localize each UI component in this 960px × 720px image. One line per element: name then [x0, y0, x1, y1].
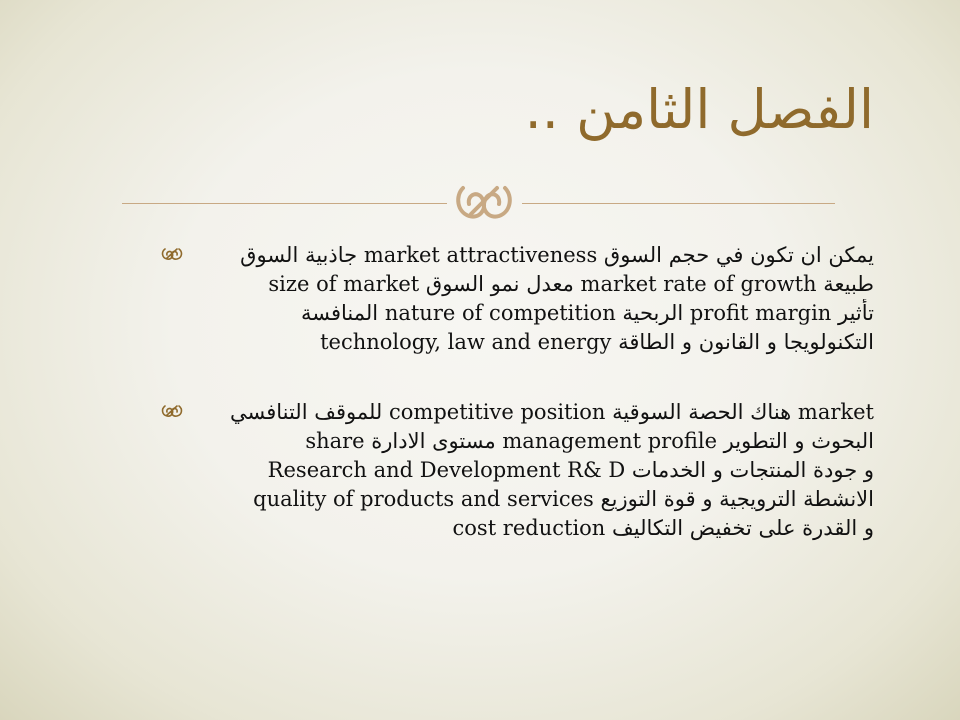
bullet-text	[202, 241, 874, 357]
title-divider-right	[522, 203, 835, 204]
bullet-line: التكنولويجا و القانون و الطاقة technology, law and energy	[320, 330, 874, 354]
bullet-line: و جودة المنتجات و الخدمات Research and Development R& D	[267, 458, 874, 482]
bullet-line: و القدرة على تخفيض التكاليف cost reduction	[452, 516, 874, 540]
ornament-bullet-icon	[160, 402, 184, 420]
bullet-line: الانشطة الترويجية و قوة التوزيع quality of products and services	[253, 487, 874, 511]
bullet-line: طبيعة market rate of growth معدل نمو السوق size of market	[268, 272, 874, 296]
bullet-line: market هناك الحصة السوقية competitive position للموقف التنافسي	[229, 400, 874, 424]
bullet-line: البحوث و التطوير management profile مستوى الادارة share	[305, 429, 874, 453]
slide-title: الفصل الثامن ..	[524, 78, 874, 141]
bullet-line: يمكن ان تكون في حجم السوق market attractiveness جاذبية السوق	[240, 243, 874, 267]
bullet-line: تأثير profit margin الربحية nature of competition المنافسة	[300, 301, 874, 325]
bullet-text	[202, 398, 874, 543]
title-divider-left	[122, 203, 447, 204]
ornament-icon	[449, 176, 519, 226]
ornament-bullet-icon	[160, 245, 184, 263]
